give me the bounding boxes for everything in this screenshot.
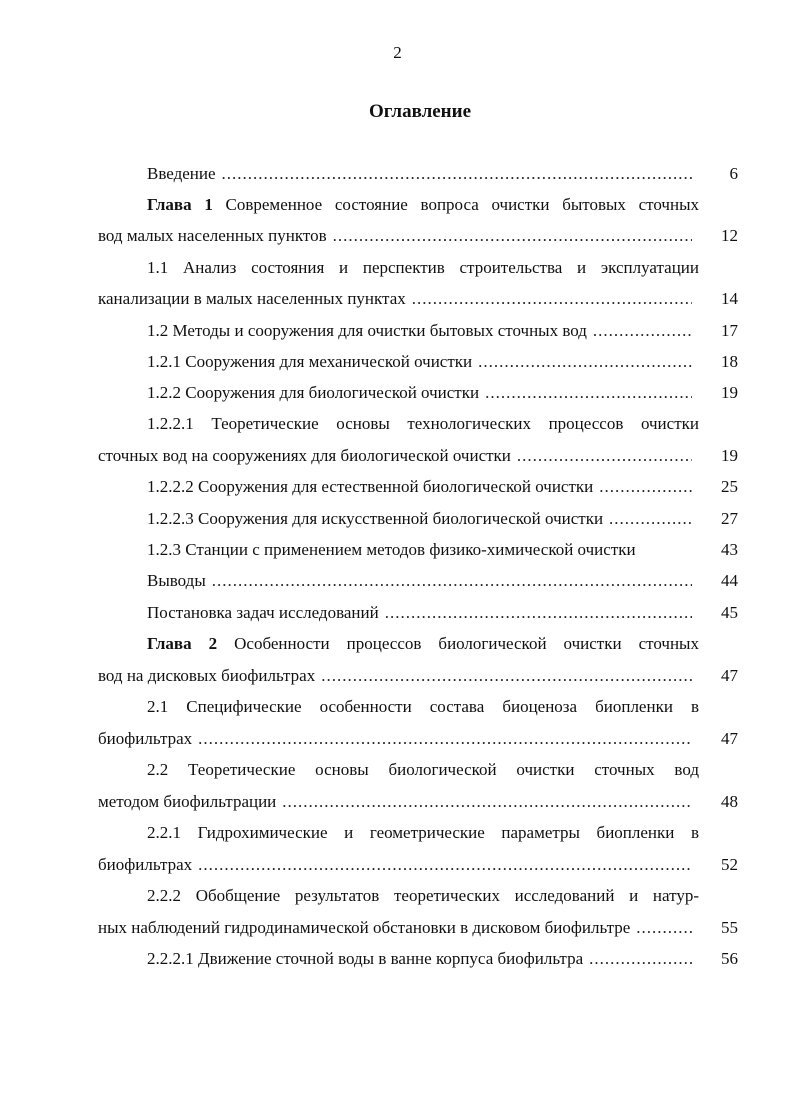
toc-entry-title-cont: биофильтрах xyxy=(98,729,193,748)
toc-page-number: 43 xyxy=(721,540,738,559)
toc-page-number: 14 xyxy=(721,289,738,308)
toc-page-number: 27 xyxy=(721,509,738,528)
toc-entry-2-1-line2[interactable] xyxy=(98,728,738,750)
toc-entry-2-2-1-line2[interactable] xyxy=(98,854,738,876)
chapter-label: Глава 1 xyxy=(147,195,213,214)
toc-entry-title-cont: биофильтрах xyxy=(98,855,193,874)
toc-entry-2-2-line1[interactable]: 2.2 Теоретические основы биологической очистки сточных вод xyxy=(147,760,699,779)
toc-page-number: 12 xyxy=(721,226,738,245)
toc-entry-title-cont: сточных вод на сооружениях для биологической очистки xyxy=(98,446,511,465)
leader-dots xyxy=(321,665,692,687)
toc-entry-chapter-2-line1[interactable] xyxy=(98,633,699,655)
toc-entry-1-2-2-2[interactable] xyxy=(98,476,738,498)
toc-page-number: 17 xyxy=(721,321,738,340)
toc-entry-title-cont: канализации в малых населенных пунктах xyxy=(98,289,406,308)
toc-entry-title: 1.2 Методы и сооружения для очистки бытовых сточных вод xyxy=(147,321,587,340)
toc-entry-title: 1.2.1 Сооружения для механической очистки xyxy=(147,352,473,371)
leader-dots xyxy=(212,570,692,592)
toc-entry-title: Введение xyxy=(147,164,216,183)
toc-entry-2-2-2-line2[interactable] xyxy=(98,917,738,939)
toc-entry-title: 1.2.2.2 Сооружения для естественной биологической очистки xyxy=(147,477,594,496)
leader-dots xyxy=(517,445,692,467)
toc-page-number: 19 xyxy=(721,383,738,402)
toc-entry-1-2-2-1-line2[interactable] xyxy=(98,445,738,467)
toc-entry-title-cont: вод малых населенных пунктов xyxy=(98,226,327,245)
toc-entry-2-1-line1[interactable]: 2.1 Специфические особенности состава биоценоза биопленки в xyxy=(147,697,699,716)
toc-page-number: 6 xyxy=(729,164,738,183)
leader-dots xyxy=(222,163,692,185)
toc-page-number: 47 xyxy=(721,729,738,748)
toc-entry-title-cont: методом биофильтрации xyxy=(98,792,277,811)
toc-entry-1-2[interactable] xyxy=(98,320,738,342)
toc-entry-1-2-2-3[interactable] xyxy=(98,508,738,530)
toc-entry-title: 1.2.3 Станции с применением методов физико-химической очистки xyxy=(147,540,636,559)
toc-entry-2-2-line2[interactable] xyxy=(98,791,738,813)
toc-page-number: 55 xyxy=(721,918,738,937)
leader-dots xyxy=(599,476,692,498)
toc-entry-1-1-line2[interactable] xyxy=(98,288,738,310)
toc-page-number: 18 xyxy=(721,352,738,371)
toc-page-number: 44 xyxy=(721,571,738,590)
leader-dots xyxy=(198,728,692,750)
toc-entry-title: Выводы xyxy=(147,571,206,590)
toc-title: Оглавление xyxy=(368,101,472,122)
toc-entry-title: 2.2.2.1 Движение сточной воды в ванне корпуса биофильтра xyxy=(147,949,584,968)
toc-entry-2-2-1-line1[interactable]: 2.2.1 Гидрохимические и геометрические параметры биопленки в xyxy=(147,823,699,842)
toc-entry-title-cont: вод на дисковых биофильтрах xyxy=(98,666,316,685)
toc-entry-title: Постановка задач исследований xyxy=(147,603,379,622)
leader-dots xyxy=(385,602,692,624)
leader-dots xyxy=(412,288,692,310)
chapter-label: Глава 2 xyxy=(147,634,218,653)
toc-entry-conclusions[interactable] xyxy=(98,570,738,592)
leader-dots xyxy=(636,917,692,939)
toc-entry-title: 1.2.2.3 Сооружения для искусственной биологической очистки xyxy=(147,509,604,528)
toc-page-number: 48 xyxy=(721,792,738,811)
leader-dots xyxy=(282,791,692,813)
toc-entry-title-cont: ных наблюдений гидродинамической обстановки в дисковом биофильтре xyxy=(98,918,631,937)
toc-entry-introduction[interactable] xyxy=(98,163,738,185)
toc-entry-title: 1.2.2 Сооружения для биологической очистки xyxy=(147,383,480,402)
toc-entry-1-2-3[interactable] xyxy=(98,539,738,561)
leader-dots xyxy=(589,948,692,970)
leader-dots xyxy=(593,320,692,342)
leader-dots xyxy=(609,508,692,530)
page-number: 2 xyxy=(393,43,402,62)
toc-page-number: 25 xyxy=(721,477,738,496)
leader-dots xyxy=(485,382,692,404)
toc-entry-2-2-2-line1[interactable]: 2.2.2 Обобщение результатов теоретических исследований и натур- xyxy=(147,886,699,905)
toc-page-number: 56 xyxy=(721,949,738,968)
toc-page-number: 45 xyxy=(721,603,738,622)
leader-dots xyxy=(198,854,692,876)
toc-entry-1-1-line1[interactable]: 1.1 Анализ состояния и перспектив строительства и эксплуатации xyxy=(147,258,699,277)
toc-page-number: 52 xyxy=(721,855,738,874)
toc-entry-chapter-1-line2[interactable] xyxy=(98,225,738,247)
toc-entry-chapter-2-line2[interactable] xyxy=(98,665,738,687)
toc-entry-chapter-1-line1[interactable] xyxy=(98,194,699,216)
toc-entry-research-tasks[interactable] xyxy=(98,602,738,624)
leader-dots xyxy=(478,351,692,373)
toc-entry-2-2-2-1[interactable] xyxy=(98,948,738,970)
toc-entry-title: Особенности процессов биологической очистки сточных xyxy=(217,634,699,653)
toc-page-number: 47 xyxy=(721,666,738,685)
toc-entry-1-2-1[interactable] xyxy=(98,351,738,373)
leader-dots xyxy=(333,225,692,247)
toc-entry-title: Современное состояние вопроса очистки бытовых сточных xyxy=(212,195,699,214)
toc-page-number: 19 xyxy=(721,446,738,465)
toc-entry-1-2-2-1-line1[interactable]: 1.2.2.1 Теоретические основы технологических процессов очистки xyxy=(147,414,699,433)
toc-entry-1-2-2[interactable] xyxy=(98,382,738,404)
